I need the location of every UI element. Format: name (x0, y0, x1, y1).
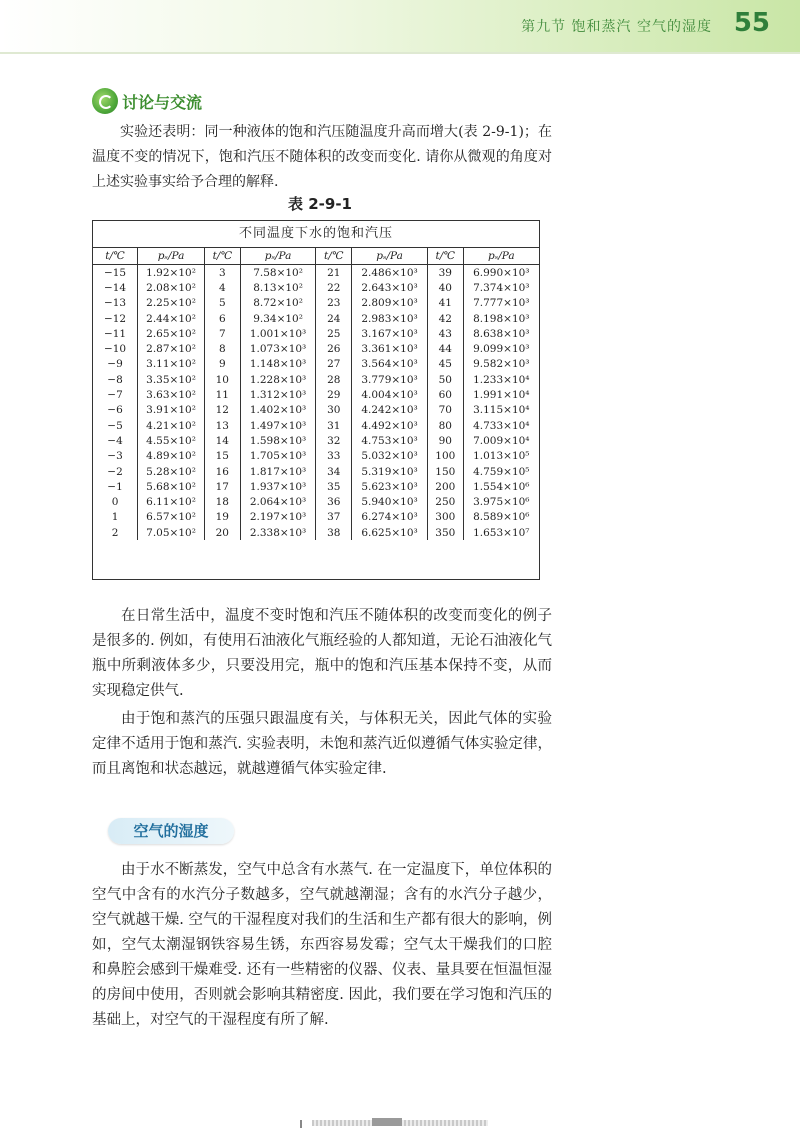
table-row (93, 372, 539, 387)
pressure-cell: 9.582×10³ (463, 357, 539, 372)
temperature-cell: 42 (427, 311, 463, 326)
temperature-cell: 21 (316, 265, 352, 281)
pressure-cell: 5.68×10² (138, 479, 205, 494)
pressure-cell: 7.05×10² (138, 525, 205, 540)
temperature-cell: −11 (103, 327, 127, 340)
temperature-cell: 13 (204, 418, 240, 433)
table-row (93, 326, 539, 341)
temperature-cell: 50 (427, 372, 463, 387)
saturation-pressure-table (92, 220, 540, 580)
temperature-cell: 60 (427, 387, 463, 402)
temperature-cell: 6 (204, 311, 240, 326)
pressure-cell: 2.08×10² (138, 280, 205, 295)
temperature-cell: −14 (103, 281, 127, 294)
discussion-text: 实验还表明：同一种液体的饱和汽压随温度升高而增大(表 2-9-1)；在温度不变的情况下，饱和汽压不随体积的改变而变化. 请你从微观的角度对上述实验事实给予合理的解释. (92, 124, 552, 190)
table-row (93, 280, 539, 295)
column-header-pressure: pₛ/Pa (138, 248, 205, 265)
section-heading: 空气的湿度 (108, 818, 234, 844)
pressure-cell: 1.402×10³ (240, 403, 316, 418)
temperature-cell: 38 (316, 525, 352, 540)
column-header-pressure: pₛ/Pa (240, 248, 316, 265)
table-row (93, 479, 539, 494)
temperature-cell: −8 (107, 373, 123, 386)
temperature-cell: 11 (204, 387, 240, 402)
pressure-cell: 8.72×10² (240, 296, 316, 311)
pressure-cell: 2.44×10² (138, 311, 205, 326)
pressure-cell: 8.13×10² (240, 280, 316, 295)
pressure-cell: 1.233×10⁴ (463, 372, 539, 387)
pressure-cell: 1.653×10⁷ (463, 525, 539, 540)
footer-marker (300, 1120, 302, 1128)
discussion-heading (92, 88, 202, 114)
discussion-label: 讨论与交流 (122, 92, 203, 112)
table-row (93, 494, 539, 509)
temperature-cell: 33 (316, 449, 352, 464)
temperature-cell: −1 (107, 480, 123, 493)
table-title: 不同温度下水的饱和汽压 (93, 221, 539, 248)
pressure-cell: 1.937×10³ (240, 479, 316, 494)
temperature-cell: −12 (103, 312, 127, 325)
table-row (93, 449, 539, 464)
temperature-cell: −3 (107, 450, 123, 463)
pressure-cell: 1.073×10³ (240, 341, 316, 356)
pressure-cell: 6.274×10³ (352, 510, 428, 525)
temperature-cell: 32 (316, 433, 352, 448)
recycle-arrows-icon (92, 88, 118, 114)
table-row (93, 341, 539, 356)
temperature-cell: −5 (107, 419, 123, 432)
pressure-cell: 1.228×10³ (240, 372, 316, 387)
pressure-cell: 3.361×10³ (352, 341, 428, 356)
table-row (93, 464, 539, 479)
column-header-temperature: t/℃ (316, 248, 352, 265)
temperature-cell: 34 (316, 464, 352, 479)
temperature-cell: 0 (111, 496, 119, 509)
table-row (93, 510, 539, 525)
pressure-cell: 7.009×10⁴ (463, 433, 539, 448)
pressure-cell: 4.733×10⁴ (463, 418, 539, 433)
temperature-cell: 80 (427, 418, 463, 433)
pressure-cell: 2.197×10³ (240, 510, 316, 525)
pressure-cell: 5.319×10³ (352, 464, 428, 479)
table-row (93, 265, 539, 281)
table-body (93, 265, 539, 541)
temperature-cell: −2 (107, 465, 123, 478)
table-row (93, 311, 539, 326)
temperature-cell: 200 (427, 479, 463, 494)
header-divider (0, 52, 800, 54)
temperature-cell: 1 (111, 511, 119, 524)
pressure-cell: 3.167×10³ (352, 326, 428, 341)
temperature-cell: 26 (316, 341, 352, 356)
pressure-cell: 4.492×10³ (352, 418, 428, 433)
pressure-cell: 5.032×10³ (352, 449, 428, 464)
temperature-cell: 40 (427, 280, 463, 295)
column-header-pressure: pₛ/Pa (352, 248, 428, 265)
pressure-cell: 5.623×10³ (352, 479, 428, 494)
column-header-pressure: pₛ/Pa (463, 248, 539, 265)
temperature-cell: 36 (316, 494, 352, 509)
pressure-cell: 3.975×10⁶ (463, 494, 539, 509)
pressure-cell: 1.013×10⁵ (463, 449, 539, 464)
page-number: 55 (733, 8, 770, 38)
temperature-cell: 4 (204, 280, 240, 295)
pressure-cell: 2.25×10² (138, 296, 205, 311)
temperature-cell: 45 (427, 357, 463, 372)
pressure-cell: 2.338×10³ (240, 525, 316, 540)
pressure-cell: 5.28×10² (138, 464, 205, 479)
temperature-cell: 18 (204, 494, 240, 509)
table-grid (93, 248, 539, 540)
pressure-cell: 2.809×10³ (352, 296, 428, 311)
pressure-cell: 4.004×10³ (352, 387, 428, 402)
pressure-cell: 4.21×10² (138, 418, 205, 433)
pressure-cell: 3.564×10³ (352, 357, 428, 372)
temperature-cell: 22 (316, 280, 352, 295)
temperature-cell: 300 (427, 510, 463, 525)
pressure-cell: 7.58×10² (240, 265, 316, 281)
table-row (93, 525, 539, 540)
temperature-cell: 39 (427, 265, 463, 281)
pressure-cell: 4.759×10⁵ (463, 464, 539, 479)
pressure-cell: 9.34×10² (240, 311, 316, 326)
temperature-cell: 12 (204, 403, 240, 418)
body-paragraph: 在日常生活中，温度不变时饱和汽压不随体积的改变而变化的例子是很多的. 例如，有使用石油液化气瓶经验的人都知道，无论石油液化气瓶中所剩液体多少，只要没用完，瓶中的饱和汽压基本保持不变，从而实现稳定供气. (92, 608, 552, 699)
pressure-cell: 1.598×10³ (240, 433, 316, 448)
body-paragraph: 由于饱和蒸汽的压强只跟温度有关，与体积无关，因此气体的实验定律不适用于饱和蒸汽. 实验表明，未饱和蒸汽近似遵循气体实验定律，而且离饱和状态越远，就越遵循气体实验定律. (92, 711, 552, 777)
temperature-cell: 41 (427, 296, 463, 311)
temperature-cell: 90 (427, 433, 463, 448)
temperature-cell: 17 (204, 479, 240, 494)
table-row (93, 357, 539, 372)
pressure-cell: 1.312×10³ (240, 387, 316, 402)
pressure-cell: 7.374×10³ (463, 280, 539, 295)
temperature-cell: 10 (204, 372, 240, 387)
pressure-cell: 2.064×10³ (240, 494, 316, 509)
pressure-cell: 3.91×10² (138, 403, 205, 418)
pressure-cell: 1.92×10² (138, 265, 205, 281)
pressure-cell: 2.643×10³ (352, 280, 428, 295)
temperature-cell: −4 (107, 434, 123, 447)
table-header-row (93, 248, 539, 265)
temperature-cell: 100 (427, 449, 463, 464)
temperature-cell: 3 (204, 265, 240, 281)
temperature-cell: 28 (316, 372, 352, 387)
temperature-cell: 30 (316, 403, 352, 418)
pressure-cell: 1.817×10³ (240, 464, 316, 479)
table-row (93, 418, 539, 433)
table-row (93, 403, 539, 418)
temperature-cell: 350 (427, 525, 463, 540)
pressure-cell: 2.486×10³ (352, 265, 428, 281)
pressure-cell: 3.11×10² (138, 357, 205, 372)
pressure-cell: 6.11×10² (138, 494, 205, 509)
pressure-cell: 3.63×10² (138, 387, 205, 402)
body-paragraph: 由于水不断蒸发，空气中总含有水蒸气. 在一定温度下，单位体积的空气中含有的水汽分子数越多，空气就越潮湿；含有的水汽分子越少，空气就越干燥. 空气的干湿程度对我们的生活和生产都有很大的影响，例如，空气太潮湿钢铁容易生锈，东西容易发霉；空气太干燥我们的口腔和鼻腔会感到干燥难受. 还有一些精密的仪器、仪表、量具要在恒温恒湿的房间中使用，否则就会影响其精密度. 因此，我们要在学习饱和汽压的基础上，对空气的干湿程度有所了解. (92, 862, 552, 1028)
temperature-cell: 25 (316, 326, 352, 341)
temperature-cell: −7 (107, 389, 123, 402)
temperature-cell: −6 (107, 404, 123, 417)
temperature-cell: 37 (316, 510, 352, 525)
table-row (93, 296, 539, 311)
table-row (93, 433, 539, 448)
temperature-cell: 43 (427, 326, 463, 341)
pressure-cell: 1.148×10³ (240, 357, 316, 372)
pressure-cell: 3.115×10⁴ (463, 403, 539, 418)
temperature-cell: −9 (107, 358, 123, 371)
pressure-cell: 1.554×10⁶ (463, 479, 539, 494)
pressure-cell: 4.242×10³ (352, 403, 428, 418)
temperature-cell: 14 (204, 433, 240, 448)
temperature-cell: −10 (103, 343, 127, 356)
temperature-cell: 2 (111, 526, 119, 539)
pressure-cell: 9.099×10³ (463, 341, 539, 356)
temperature-cell: 23 (316, 296, 352, 311)
temperature-cell: 7 (204, 326, 240, 341)
temperature-cell: −13 (103, 297, 127, 310)
column-header-temperature: t/℃ (93, 248, 138, 265)
temperature-cell: 15 (204, 449, 240, 464)
pressure-cell: 6.990×10³ (463, 265, 539, 281)
temperature-cell: 16 (204, 464, 240, 479)
pressure-cell: 4.89×10² (138, 449, 205, 464)
temperature-cell: −15 (103, 266, 127, 279)
temperature-cell: 31 (316, 418, 352, 433)
pressure-cell: 1.705×10³ (240, 449, 316, 464)
pressure-cell: 7.777×10³ (463, 296, 539, 311)
temperature-cell: 150 (427, 464, 463, 479)
temperature-cell: 250 (427, 494, 463, 509)
temperature-cell: 20 (204, 525, 240, 540)
pressure-cell: 1.001×10³ (240, 326, 316, 341)
pressure-cell: 2.65×10² (138, 326, 205, 341)
temperature-cell: 8 (204, 341, 240, 356)
table-caption: 表 2-9-1 (288, 195, 352, 213)
temperature-cell: 35 (316, 479, 352, 494)
column-header-temperature: t/℃ (427, 248, 463, 265)
pressure-cell: 5.940×10³ (352, 494, 428, 509)
pressure-cell: 1.991×10⁴ (463, 387, 539, 402)
pressure-cell: 2.983×10³ (352, 311, 428, 326)
temperature-cell: 70 (427, 403, 463, 418)
pressure-cell: 4.55×10² (138, 433, 205, 448)
pressure-cell: 8.589×10⁶ (463, 510, 539, 525)
temperature-cell: 19 (204, 510, 240, 525)
pressure-cell: 2.87×10² (138, 341, 205, 356)
temperature-cell: 24 (316, 311, 352, 326)
temperature-cell: 9 (204, 357, 240, 372)
pressure-cell: 6.625×10³ (352, 525, 428, 540)
pressure-cell: 8.638×10³ (463, 326, 539, 341)
temperature-cell: 44 (427, 341, 463, 356)
pressure-cell: 3.35×10² (138, 372, 205, 387)
pressure-cell: 3.779×10³ (352, 372, 428, 387)
pressure-cell: 8.198×10³ (463, 311, 539, 326)
temperature-cell: 27 (316, 357, 352, 372)
pressure-cell: 6.57×10² (138, 510, 205, 525)
page-scroll-handle (372, 1118, 402, 1126)
pressure-cell: 4.753×10³ (352, 433, 428, 448)
table-row (93, 387, 539, 402)
column-header-temperature: t/℃ (204, 248, 240, 265)
section-title: 第九节 饱和蒸汽 空气的湿度 (521, 19, 712, 35)
temperature-cell: 29 (316, 387, 352, 402)
temperature-cell: 5 (204, 296, 240, 311)
pressure-cell: 1.497×10³ (240, 418, 316, 433)
